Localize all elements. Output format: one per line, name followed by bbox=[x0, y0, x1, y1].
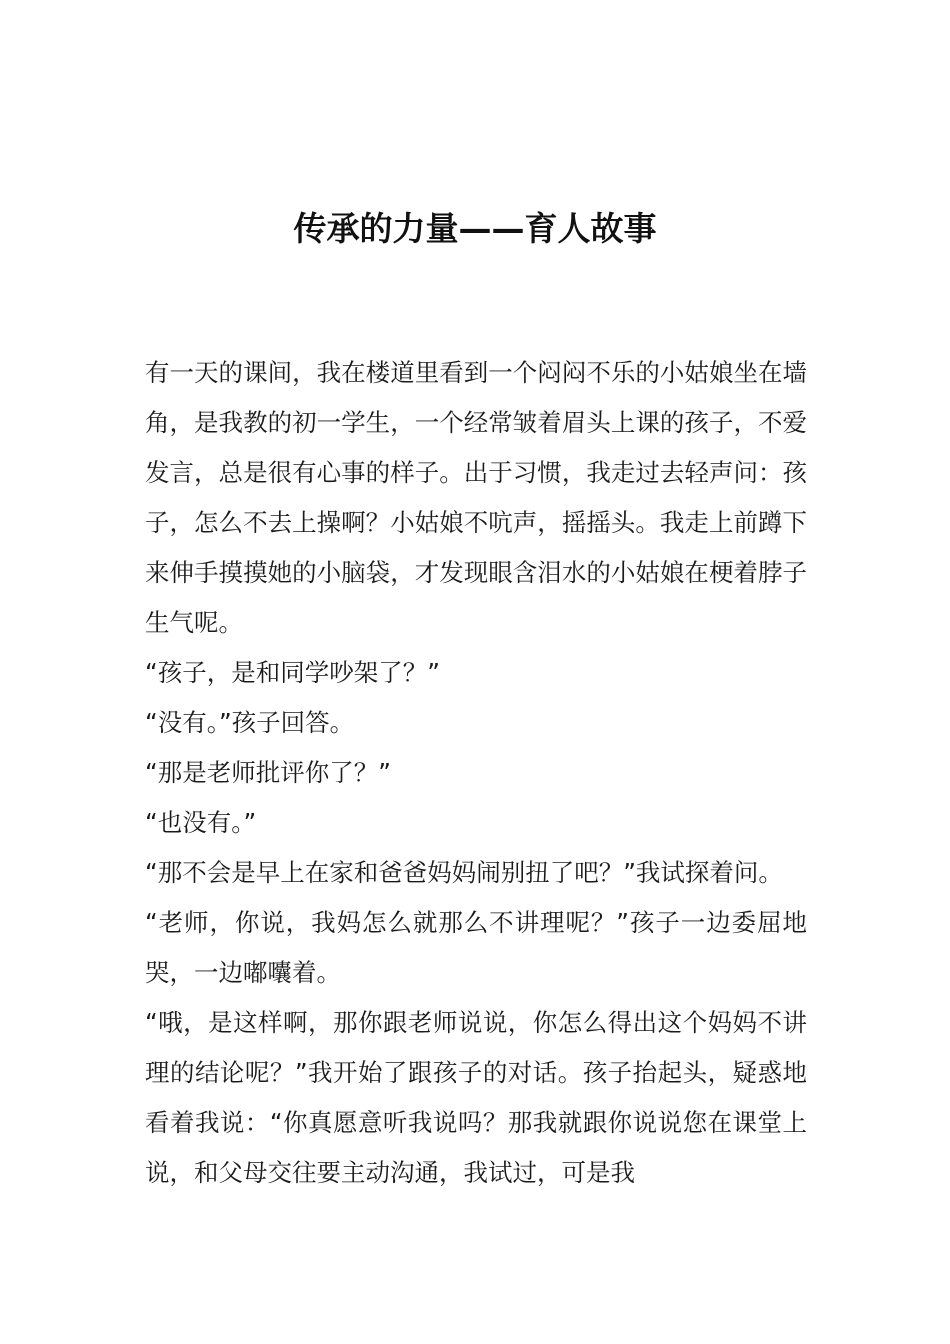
document-title: 传承的力量——育人故事 bbox=[293, 209, 657, 248]
paragraph-dialogue-1: “孩子，是和同学吵架了？” bbox=[145, 658, 440, 687]
paragraph-dialogue-4: “也没有。” bbox=[145, 808, 257, 837]
paragraph-dialogue-7: “哦，是这样啊，那你跟老师说说，你怎么得出这个妈妈不讲理的结论呢？”我开始了跟孩子的对话。孩子抬起头，疑惑地看着我说：“你真愿意听我说吗？那我就跟你说说您在课堂上说，和父母交往要主动沟通，我试过，可是我 bbox=[145, 1008, 807, 1187]
paragraph-dialogue-5: “那不会是早上在家和爸爸妈妈闹别扭了吧？”我试探着问。 bbox=[145, 858, 783, 887]
paragraph-intro: 有一天的课间，我在楼道里看到一个闷闷不乐的小姑娘坐在墙角，是我教的初一学生，一个经常皱着眉头上课的孩子，不爱发言，总是很有心事的样子。出于习惯，我走过去轻声问：孩子，怎么不去上操啊？小姑娘不吭声，摇摇头。我走上前蹲下来伸手摸摸她的小脑袋，才发现眼含泪水的小姑娘在梗着脖子生气呢。 bbox=[145, 358, 807, 637]
paragraph-dialogue-2: “没有。”孩子回答。 bbox=[145, 708, 355, 737]
paragraph-dialogue-6: “老师，你说，我妈怎么就那么不讲理呢？”孩子一边委屈地哭，一边嘟囔着。 bbox=[145, 908, 807, 987]
paragraph-dialogue-3: “那是老师批评你了？” bbox=[145, 758, 391, 787]
document-body bbox=[145, 348, 807, 1198]
